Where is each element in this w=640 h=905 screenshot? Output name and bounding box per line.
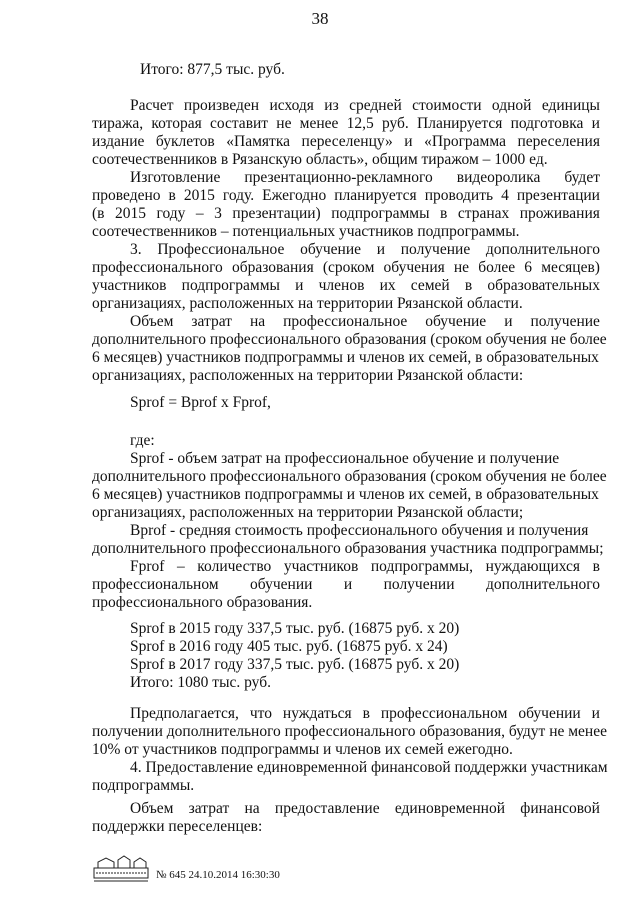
word: единицы <box>541 97 600 114</box>
volume2-paragraph-line-1 <box>130 800 600 818</box>
assume-paragraph-line-2: получении дополнительного профессионального образования, будут не менее <box>92 723 607 740</box>
word: которая <box>151 115 202 132</box>
def-bprof-line-1: Bprof - средняя стоимость профессионального обучения и получения <box>130 522 589 539</box>
word: Профессиональное <box>157 241 285 258</box>
word: получение <box>400 241 471 258</box>
def-fprof-line-3: профессионального образования. <box>92 594 313 611</box>
video-paragraph-line-2 <box>92 187 600 205</box>
section3-line-1 <box>130 241 600 259</box>
word: обучение <box>300 241 362 258</box>
word: переселения <box>517 133 600 150</box>
volume-paragraph-line-2: дополнительного профессионального образования (сроком обучения не более <box>92 331 607 348</box>
sprof-2017: Sprof в 2017 году 337,5 тыс. руб. (16875 руб. х 20) <box>130 656 460 673</box>
calc-paragraph-line-1 <box>130 97 600 115</box>
word: издание <box>92 133 145 150</box>
word: в <box>464 277 473 294</box>
word: подпрограммы <box>331 205 430 222</box>
word: нуждаться <box>282 705 352 722</box>
word: (в <box>92 205 105 222</box>
volume-paragraph-line-1 <box>130 313 600 331</box>
word: переселенцу» <box>301 133 393 150</box>
word: планируется <box>334 187 417 204</box>
calc-paragraph-line-4: соотечественников в Рязанскую область», общим тиражом – 1000 ед. <box>92 151 548 168</box>
word: и <box>504 313 513 330</box>
volume2-paragraph-line-2: поддержки переселенцев: <box>92 818 263 835</box>
word: подготовка <box>510 115 584 132</box>
word: затрат <box>191 313 232 330</box>
word: году. <box>222 187 255 204</box>
section4-line-1: 4. Предоставление единовременной финансовой поддержки участникам <box>130 759 608 776</box>
def-sprof-line-4: организациях, расположенных на территории Рязанской области; <box>92 504 524 521</box>
word: презентации <box>516 187 600 204</box>
word: членов <box>318 277 365 294</box>
assume-paragraph-line-3: 10% от участников подпрограммы и членов их семей ежегодно. <box>92 741 513 758</box>
word: из <box>324 97 339 114</box>
word: не <box>453 259 470 276</box>
def-sprof-line-2: дополнительного профессионального образования (сроком обучения не более <box>92 468 607 485</box>
assume-paragraph-line-1 <box>130 705 600 723</box>
section3-line-2 <box>92 259 600 277</box>
word: в <box>362 705 370 722</box>
word: Объем <box>130 800 174 817</box>
word: Объем <box>130 313 174 330</box>
word: 12,5 <box>346 115 374 132</box>
def-fprof-line-2 <box>92 576 600 594</box>
word: образовательных <box>487 277 600 294</box>
word: проводить <box>424 187 494 204</box>
word: «Программа <box>424 133 506 150</box>
word: образования <box>231 259 314 276</box>
volume-paragraph-line-4: организациях, расположенных на территории Рязанской области: <box>92 367 524 384</box>
word: тиража, <box>92 115 144 132</box>
word: году <box>156 205 186 222</box>
word: профессиональном <box>380 705 508 722</box>
word: в <box>440 205 448 222</box>
section3-line-3 <box>92 277 600 295</box>
word: Fprof <box>130 558 165 575</box>
where-label: где: <box>130 432 155 449</box>
word: обучение <box>425 313 487 330</box>
word: одной <box>491 97 532 114</box>
word: и <box>376 241 386 258</box>
total-line-2: Итого: 1080 тыс. руб. <box>130 674 271 691</box>
word: проживания <box>519 205 600 222</box>
page-number: 38 <box>311 9 329 28</box>
section4-line-2: подпрограммы. <box>92 777 195 794</box>
word: обучения <box>383 259 445 276</box>
calc-paragraph-line-2 <box>92 115 600 133</box>
sprof-2015: Sprof в 2015 году 337,5 тыс. руб. (16875 руб. х 20) <box>130 620 460 637</box>
word: – <box>195 205 204 222</box>
word: презентации) <box>232 205 321 222</box>
word: средней <box>349 97 402 114</box>
word: не <box>276 115 292 132</box>
word: исходя <box>269 97 314 114</box>
word: участников <box>92 277 167 294</box>
word: презентационно-рекламного <box>244 169 433 186</box>
word: подпрограммы, <box>370 558 474 575</box>
word: количество <box>197 558 272 575</box>
word: менее <box>299 115 339 132</box>
word: семей <box>410 277 450 294</box>
word: произведен <box>183 97 260 114</box>
word: «Памятка <box>226 133 290 150</box>
word: дополнительного <box>485 576 600 593</box>
word: в <box>168 187 176 204</box>
word: единовременной <box>394 800 506 817</box>
word: составит <box>209 115 269 132</box>
word: и <box>295 277 304 294</box>
def-fprof-line-1 <box>130 558 600 576</box>
def-sprof-line-3: 6 месяцев) участников подпрограммы и членов их семей, в образовательных <box>92 486 599 503</box>
word: предоставление <box>274 800 380 817</box>
section3-line-4: организациях, расположенных на территории Рязанской области. <box>92 295 523 312</box>
def-bprof-line-2: дополнительного профессионального образования участника подпрограммы; <box>92 540 604 557</box>
word: получении <box>383 576 455 593</box>
word: участников <box>283 558 359 575</box>
def-sprof-line-1: Sprof - объем затрат на профессиональное обучение и получение <box>130 450 560 467</box>
word: в <box>592 558 600 575</box>
word: (сроком <box>322 259 375 276</box>
word: 6 <box>524 259 533 276</box>
word: обучении <box>250 576 313 593</box>
footer-stamp-text: № 645 24.10.2014 16:30:30 <box>156 869 280 881</box>
word: Изготовление <box>130 169 221 186</box>
word: стоимости <box>412 97 482 114</box>
word: будет <box>564 169 600 186</box>
word: странах <box>457 205 510 222</box>
word: буклетов <box>155 133 215 150</box>
word: финансовой <box>520 800 600 817</box>
word: нуждающихся <box>485 558 581 575</box>
word: подпрограммы <box>181 277 280 294</box>
word: Предполагается, <box>130 705 239 722</box>
word: 3 <box>214 205 222 222</box>
word: – <box>177 558 185 575</box>
word: Ежегодно <box>262 187 327 204</box>
word: и <box>404 133 413 150</box>
word: месяцев) <box>541 259 600 276</box>
calc-paragraph-line-3 <box>92 133 600 151</box>
word: и <box>591 115 600 132</box>
volume-paragraph-line-3: 6 месяцев) участников подпрограммы и членов их семей, в образовательных <box>92 349 599 366</box>
video-paragraph-line-3 <box>92 205 600 223</box>
word: и <box>343 576 353 593</box>
word: Расчет <box>130 97 174 114</box>
word: что <box>249 705 272 722</box>
word: 3. <box>130 241 142 258</box>
sprof-2016: Sprof в 2016 году 405 тыс. руб. (16875 руб. х 24) <box>130 638 448 655</box>
formula: Sprof = Bprof x Fprof, <box>130 394 271 411</box>
word: профессиональном <box>92 576 219 593</box>
word: руб. <box>381 115 409 132</box>
word: дополнительного <box>485 241 600 258</box>
word: 2015 <box>114 205 146 222</box>
word: профессионального <box>92 259 223 276</box>
word: обучении <box>518 705 581 722</box>
word: затрат <box>188 800 230 817</box>
word: получение <box>530 313 600 330</box>
registry-stamp-icon <box>92 852 150 884</box>
video-paragraph-line-4: соотечественников – потенциальных участников подпрограммы. <box>92 223 520 240</box>
word: и <box>591 705 600 722</box>
total-line-1: Итого: 877,5 тыс. руб. <box>140 61 285 78</box>
word: видеоролика <box>456 169 541 186</box>
word: на <box>244 800 260 817</box>
word: их <box>379 277 396 294</box>
word: проведено <box>92 187 161 204</box>
word: профессиональное <box>283 313 408 330</box>
word: более <box>478 259 516 276</box>
video-paragraph-line-1 <box>130 169 600 187</box>
word: Планируется <box>417 115 503 132</box>
word: на <box>249 313 266 330</box>
word: 4 <box>501 187 509 204</box>
word: 2015 <box>183 187 215 204</box>
